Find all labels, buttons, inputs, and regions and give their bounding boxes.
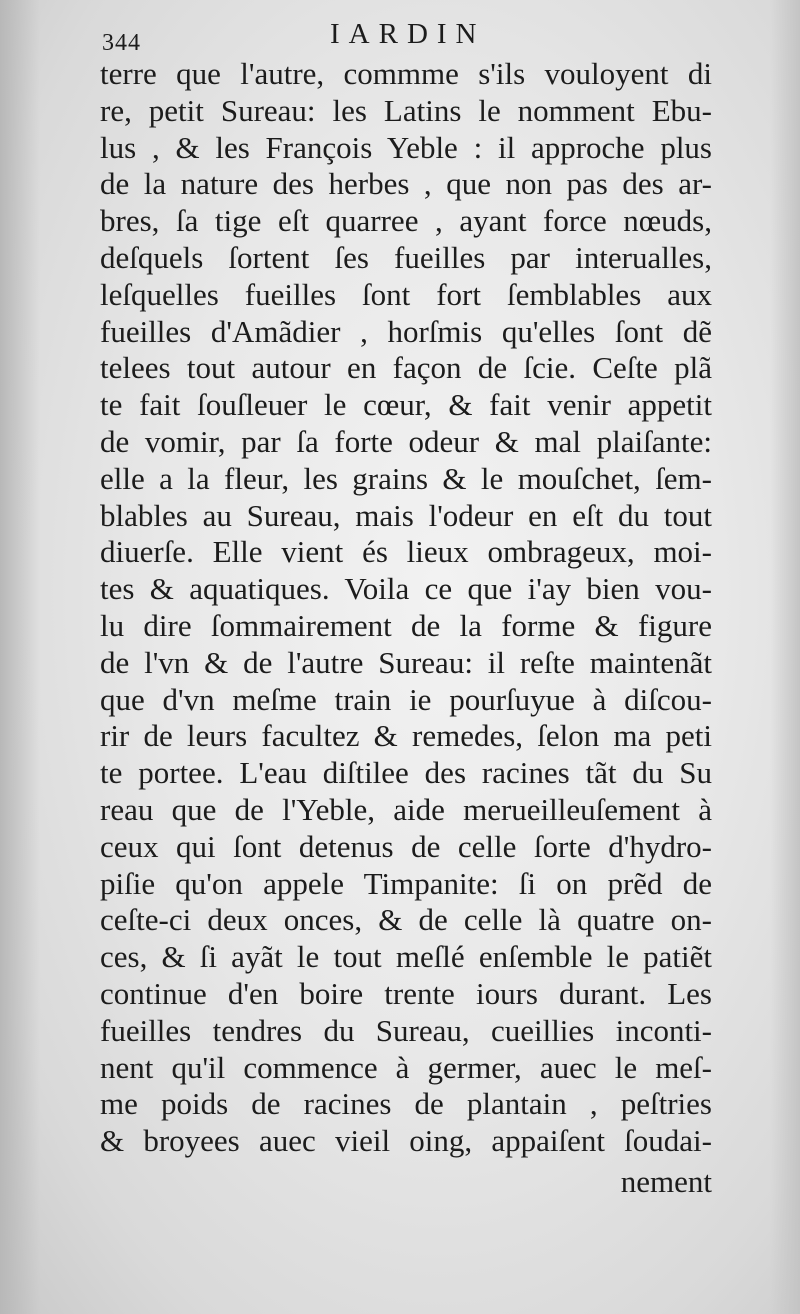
text-line: continue d'en boire trente iours durant. Les (100, 975, 712, 1011)
text-line: lus , & les François Yeble : il approche plus (100, 129, 712, 165)
text-line: telees tout autour en façon de ſcie. Ceſte plã (100, 350, 712, 386)
text-line: diuerſe. Elle vient és lieux ombrageux, moi- (100, 534, 712, 570)
text-line: ceux qui ſont detenus de celle ſorte d'hydro- (100, 828, 712, 864)
text-line: terre que l'autre, commme s'ils vouloyent di (100, 56, 712, 91)
text-line: ces, & ſi ayãt le tout meſlé enſemble le patiẽt (100, 939, 712, 975)
text-line: que d'vn meſme train ie pourſuyue à diſcou- (100, 681, 712, 717)
text-line: deſquels ſortent ſes fueilles par interualles, (100, 239, 712, 275)
text-line: nent qu'il commence à germer, auec le meſ- (100, 1049, 712, 1085)
page-number: 344 (102, 30, 141, 56)
text-line: re, petit Sureau: les Latins le nomment Ebu- (100, 92, 712, 128)
text-line: me poids de racines de plantain , peſtries (100, 1086, 712, 1122)
text-line: bres, ſa tige eſt quarree , ayant force nœuds, (100, 203, 712, 239)
text-line: de vomir, par ſa forte odeur & mal plaiſante: (100, 423, 712, 459)
text-line: blables au Sureau, mais l'odeur en eſt du tout (100, 497, 712, 533)
text-line: lu dire ſommairement de la forme & figure (100, 607, 712, 643)
running-title: IARDIN (330, 18, 486, 50)
body-text (100, 56, 712, 1201)
text-line: piſie qu'on appele Timpanite: ſi on prẽd de (100, 865, 712, 901)
text-line: reau que de l'Yeble, aide merueilleuſement à (100, 791, 712, 827)
text-line: elle a la fleur, les grains & le mouſchet, ſem- (100, 460, 712, 496)
text-line: leſquelles fueilles ſont fort ſemblables aux (100, 276, 712, 312)
text-line: te fait ſouſleuer le cœur, & fait venir appetit (100, 387, 712, 423)
page-header (0, 18, 800, 58)
text-line: fueilles d'Amãdier , horſmis qu'elles ſont dẽ (100, 313, 712, 349)
text-line: & broyees auec vieil oing, appaiſent ſoudai- (100, 1123, 712, 1159)
text-line: de la nature des herbes , que non pas des ar- (100, 166, 712, 202)
text-line: te portee. L'eau diſtilee des racines tãt du Su (100, 755, 712, 791)
text-line: de l'vn & de l'autre Sureau: il reſte maintenãt (100, 644, 712, 680)
text-line: ceſte-ci deux onces, & de celle là quatre on- (100, 902, 712, 938)
catchword: nement (620, 1163, 712, 1199)
text-line: tes & aquatiques. Voila ce que i'ay bien vou- (100, 571, 712, 607)
text-line: fueilles tendres du Sureau, cueillies inconti- (100, 1012, 712, 1048)
text-line: rir de leurs facultez & remedes, ſelon ma peti (100, 718, 712, 754)
